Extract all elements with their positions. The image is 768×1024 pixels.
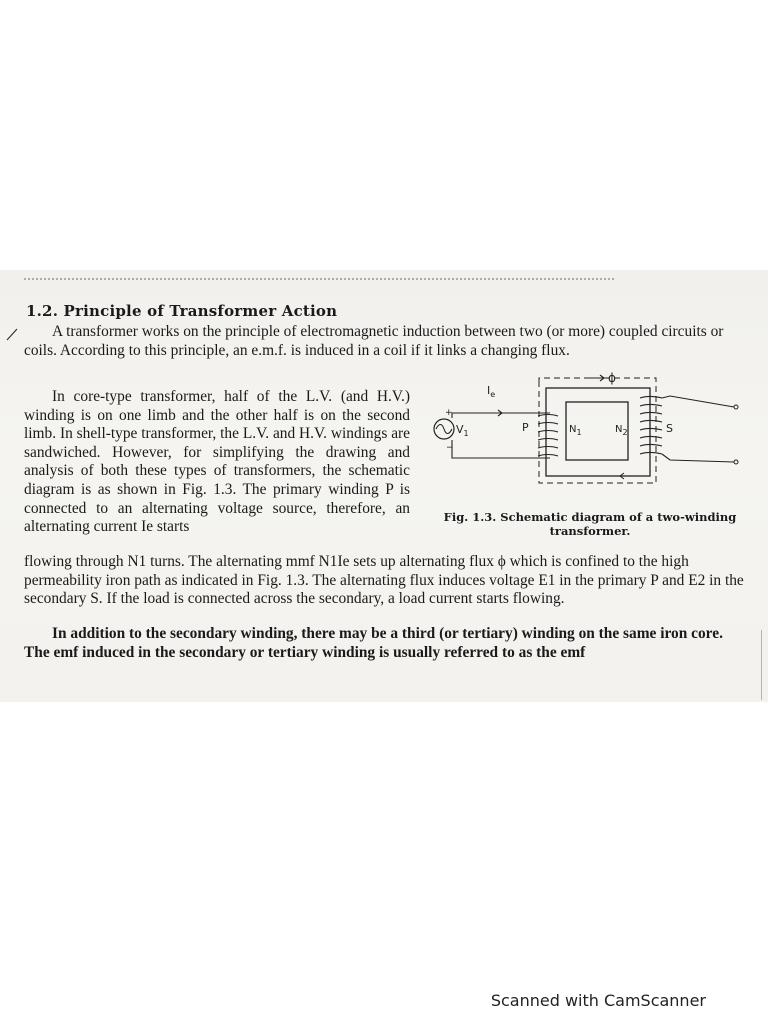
secondary-label: S xyxy=(666,422,673,435)
primary-label: P xyxy=(522,421,529,434)
secondary-wire-bottom xyxy=(662,454,734,462)
current-arrow xyxy=(486,410,502,416)
secondary-coil xyxy=(640,397,662,455)
plus-sign: + xyxy=(445,408,453,418)
n1-label: $N_1$ xyxy=(569,424,582,437)
transformer-schematic xyxy=(418,370,748,500)
flux-arrow xyxy=(590,375,604,381)
n2-label: $N_2$ xyxy=(615,424,628,437)
minus-sign: − xyxy=(446,443,454,453)
page-edge-mark xyxy=(753,630,762,700)
check-mark-icon xyxy=(6,328,18,342)
flux-label: ϕ xyxy=(608,371,616,385)
secondary-wire-top xyxy=(662,396,734,407)
paragraph-flux: flowing through N1 turns. The alternating mmf N1Ie sets up alternating flux ϕ which is confined to the high permeability iron path as indicated in Fig. 1.3. The alternating flux induces voltage E1 in the primary P and E2 in the secondary S. If the load is connected across the secondary, a load current starts flowing. xyxy=(24,553,744,608)
terminal-top-icon xyxy=(734,405,738,409)
section-heading: 1.2. Principle of Transformer Action xyxy=(26,302,338,320)
source-label: $V_1$ xyxy=(456,423,469,438)
paragraph-principle: A transformer works on the principle of electromagnetic induction between two (or more) coupled circuits or coils. According to this principle, an e.m.f. is induced in a coil if it links a changing flux. xyxy=(24,323,724,359)
flux-path xyxy=(539,378,656,483)
terminal-bottom-icon xyxy=(734,460,738,464)
flux-arrow-bottom xyxy=(620,473,632,479)
primary-wire-bottom xyxy=(452,440,550,458)
paragraph-tertiary: In addition to the secondary winding, there may be a third (or tertiary) winding on the same iron core. The emf induced in the secondary or tertiary winding is usually referred to as the emf xyxy=(24,625,723,661)
primary-coil xyxy=(538,415,558,457)
paragraph-core-type: In core-type transformer, half of the L.V. (and H.V.) winding is on one limb and the other half is on the second limb. In shell-type transformer, the L.V. and H.V. windings are sandwiched. However, for simplifying the drawing and analysis of both these types of transformers, the schematic diagram is as shown in Fig. 1.3. The primary winding P is connected to an alternating voltage source, therefore, an alternating current Ie starts xyxy=(24,388,410,536)
iron-core-outer xyxy=(546,388,650,476)
cut-off-line xyxy=(24,278,614,286)
current-label: $I_e$ xyxy=(487,384,496,399)
figure-caption: Fig. 1.3. Schematic diagram of a two-winding transformer. xyxy=(443,510,737,538)
scanned-page xyxy=(0,270,768,702)
camscanner-watermark: Scanned with CamScanner xyxy=(490,991,706,1010)
